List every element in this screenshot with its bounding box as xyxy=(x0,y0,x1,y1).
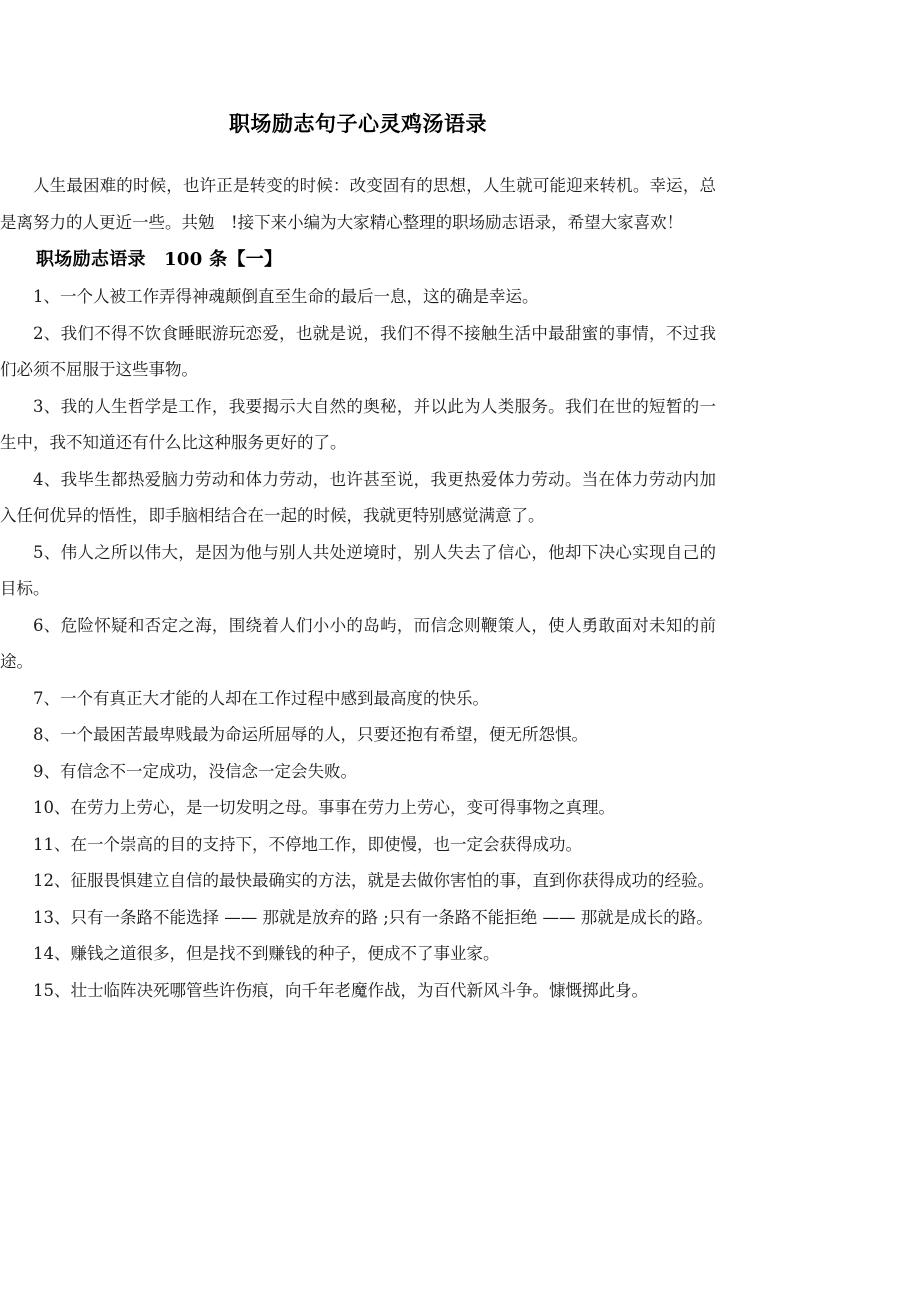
list-item: 12、征服畏惧建立自信的最快最确实的方法，就是去做你害怕的事，直到你获得成功的经验。 xyxy=(33,871,714,890)
section-heading: 职场励志语录 100 条【一】 xyxy=(36,249,283,270)
list-item: 6、危险怀疑和否定之海，围绕着人们小小的岛屿，而信念则鞭策人，使人勇敢面对未知的前途。 xyxy=(0,615,716,671)
list-item: 4、我毕生都热爱脑力劳动和体力劳动，也许甚至说，我更热爱体力劳动。当在体力劳动内加入任何优异的悟性，即手脑相结合在一起的时候，我就更特别感觉满意了。 xyxy=(0,469,716,525)
list-item: 2、我们不得不饮食睡眠游玩恋爱，也就是说，我们不得不接触生活中最甜蜜的事情，不过我们必须不屈服于这些事物。 xyxy=(0,323,716,379)
list-item: 3、我的人生哲学是工作，我要揭示大自然的奥秘，并以此为人类服务。我们在世的短暂的一生中，我不知道还有什么比这种服务更好的了。 xyxy=(0,396,716,452)
list-item: 15、壮士临阵决死哪管些许伤痕，向千年老魔作战，为百代新风斗争。慷慨掷此身。 xyxy=(33,980,648,1000)
list-item: 8、一个最困苦最卑贱最为命运所屈辱的人，只要还抱有希望，便无所怨惧。 xyxy=(33,725,588,744)
list-item: 13、只有一条路不能选择 —— 那就是放弃的路 ;只有一条路不能拒绝 —— 那就是成长的路。 xyxy=(33,907,713,927)
list-item: 1、一个人被工作弄得神魂颠倒直至生命的最后一息，这的确是幸运。 xyxy=(33,287,539,306)
list-item: 9、有信念不一定成功，没信念一定会失败。 xyxy=(33,761,357,781)
list-item: 7、一个有真正大才能的人却在工作过程中感到最高度的快乐。 xyxy=(33,688,489,708)
list-item: 10、在劳力上劳心，是一切发明之母。事事在劳力上劳心，变可得事物之真理。 xyxy=(33,798,615,817)
list-item: 14、赚钱之道很多，但是找不到赚钱的种子，便成不了事业家。 xyxy=(33,944,500,963)
list-item: 5、伟人之所以伟大，是因为他与别人共处逆境时，别人失去了信心，他却下决心实现自己的目标。 xyxy=(0,542,716,598)
list-item: 11、在一个崇高的目的支持下，不停地工作，即使慢，也一定会获得成功。 xyxy=(33,834,582,854)
document-body xyxy=(0,168,716,1009)
intro-paragraph: 人生最困难的时候，也许正是转变的时候：改变固有的思想，人生就可能迎来转机。幸运，总是离努力的人更近一些。共勉 !接下来小编为大家精心整理的职场励志语录，希望大家喜欢！ xyxy=(0,176,716,232)
page-title: 职场励志句子心灵鸡汤语录 xyxy=(229,111,487,136)
quote-list xyxy=(0,279,716,1009)
